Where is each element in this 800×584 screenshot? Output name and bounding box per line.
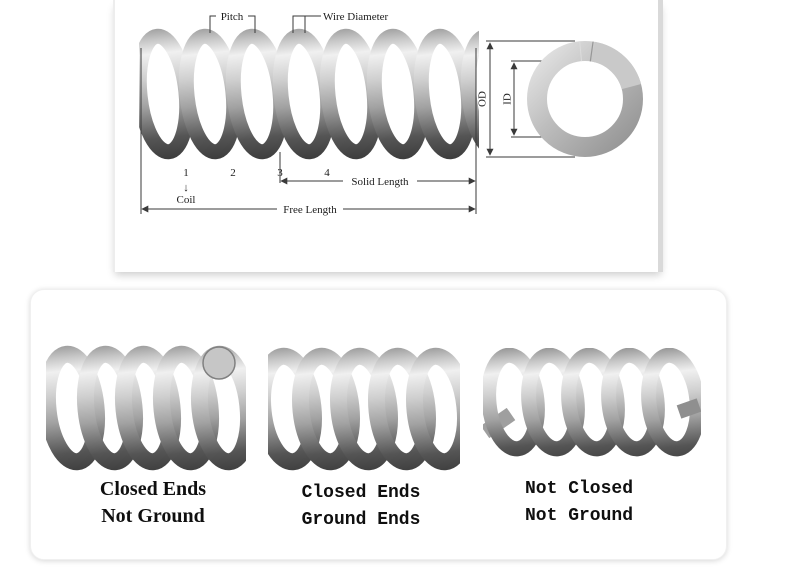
od-label: OD (476, 91, 489, 107)
pitch-label: Pitch (220, 11, 244, 23)
open-end-tip-right (679, 405, 699, 412)
spring-cross-section-ring (537, 41, 633, 147)
coil-label: Coil (176, 194, 196, 206)
caption-closed-ends-not-ground (53, 476, 253, 530)
caption-line: Closed Ends (301, 483, 421, 503)
coil-number-3: 3 (277, 167, 283, 179)
free-length-label: Free Length (283, 204, 337, 216)
wire-end-face (203, 347, 235, 379)
caption-line: Not Closed (524, 479, 634, 499)
solid-length-label: Solid Length (351, 176, 409, 188)
spring-closed-not-ground-illustration (46, 344, 246, 476)
compression-spring-illustration (134, 34, 521, 154)
ring-ground-face (593, 52, 631, 87)
down-arrow-glyph: ↓ (183, 182, 189, 194)
spring-not-closed-illustration (483, 348, 701, 468)
spring-terminology-drawing (115, 0, 658, 272)
spring-end-types-panel (30, 289, 727, 560)
coil-number-1: 1 (183, 167, 189, 179)
caption-line: Ground Ends (301, 510, 421, 530)
spring-terminology-panel (113, 0, 663, 272)
caption-line: Not Ground (524, 506, 634, 526)
spring-closed-ground-illustration (268, 346, 460, 476)
caption-not-closed-not-ground (469, 476, 689, 530)
caption-closed-ends-ground-ends (263, 480, 459, 534)
caption-line: Not Ground (101, 505, 205, 527)
caption-line: Closed Ends (99, 478, 207, 500)
coil-number-4: 4 (324, 167, 330, 179)
id-label: ID (501, 93, 514, 105)
wire-diameter-label: Wire Diameter (323, 11, 389, 23)
coil-number-2: 2 (230, 167, 236, 179)
